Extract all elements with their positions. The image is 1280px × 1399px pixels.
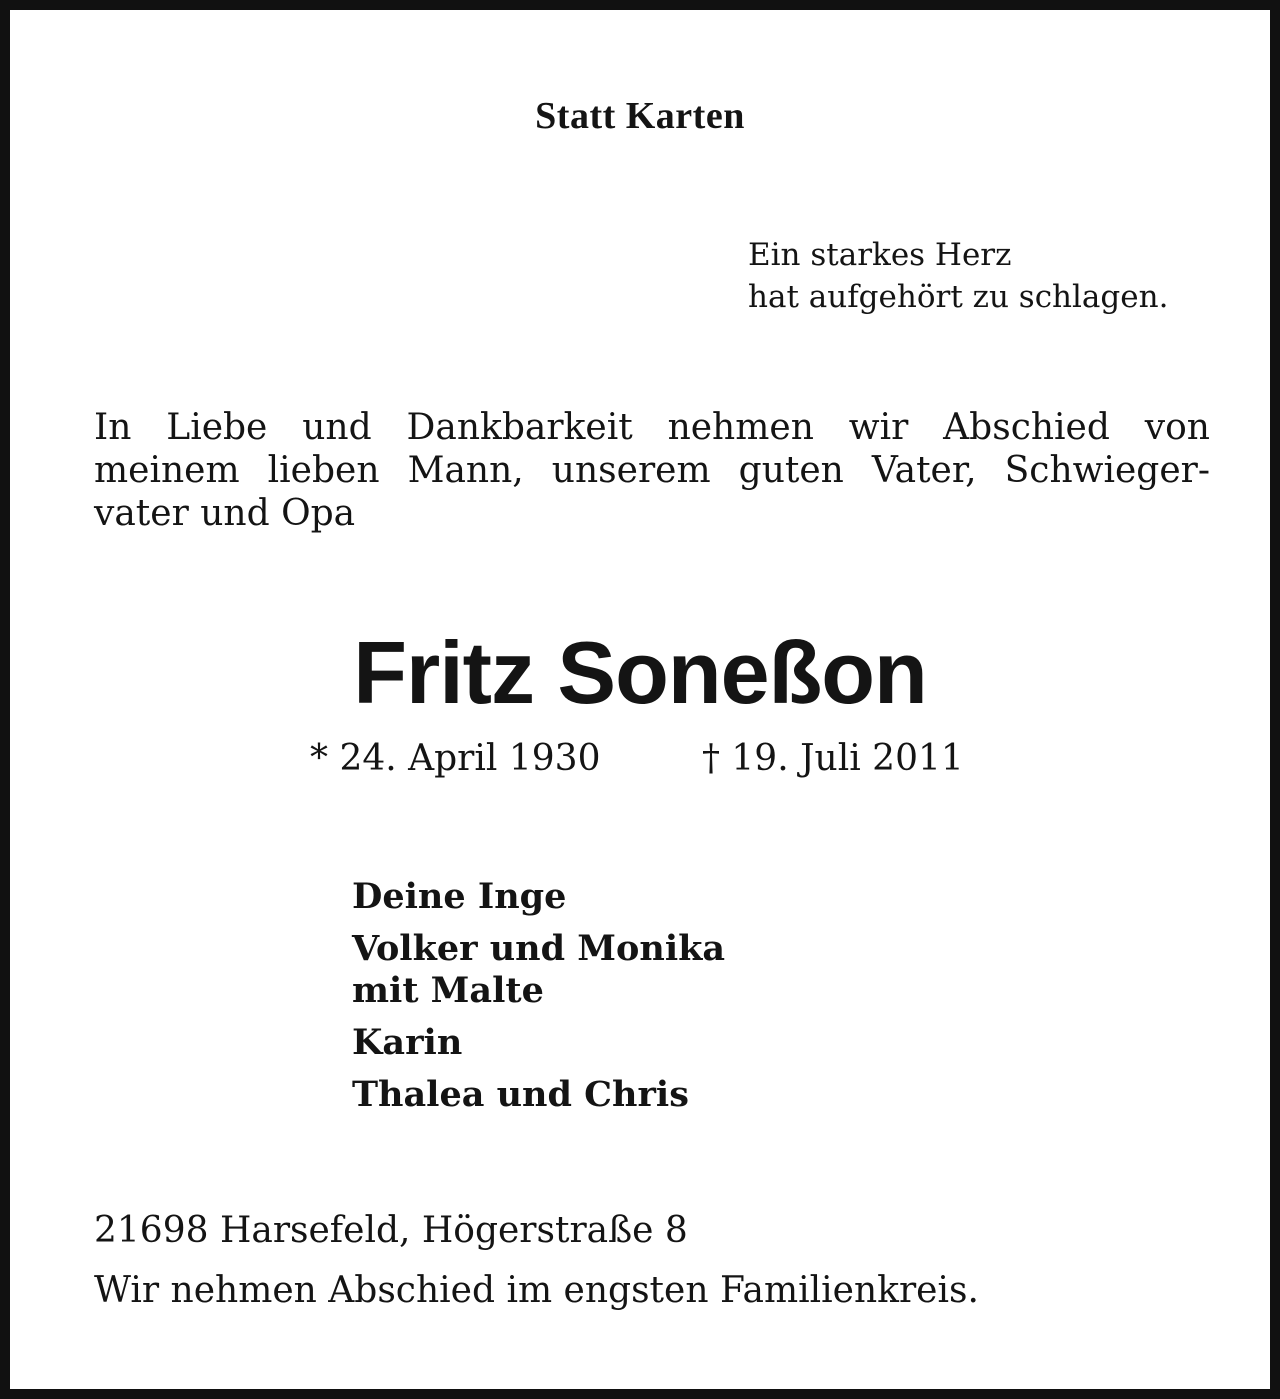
closing-note: Wir nehmen Abschied im engsten Familienkreis. bbox=[94, 1270, 979, 1311]
intro-line: meinem lieben Mann, unserem guten Vater, Schwieger- bbox=[94, 450, 1210, 491]
mourner-entry bbox=[352, 1074, 725, 1116]
life-dates bbox=[310, 738, 964, 779]
mourner-entry bbox=[352, 876, 725, 918]
motto bbox=[748, 234, 1168, 318]
mourner-name: Volker und Monika bbox=[352, 928, 726, 969]
mourners-list bbox=[352, 876, 725, 1126]
family-address: 21698 Harsefeld, Högerstraße 8 bbox=[94, 1210, 688, 1251]
deceased-name: Fritz Soneßon bbox=[353, 623, 927, 722]
birth-date: * 24. April 1930 bbox=[310, 738, 601, 779]
motto-line: hat aufgehört zu schlagen. bbox=[748, 279, 1169, 315]
intro-line: In Liebe und Dankbarkeit nehmen wir Abschied von bbox=[94, 407, 1210, 448]
mourner-entry bbox=[352, 1022, 725, 1064]
notice-heading: Statt Karten bbox=[535, 95, 745, 137]
intro-line: vater und Opa bbox=[94, 493, 356, 534]
intro-text bbox=[94, 406, 1210, 535]
death-date: † 19. Juli 2011 bbox=[701, 738, 964, 779]
mourner-subline: mit Malte bbox=[352, 970, 544, 1011]
mourner-name: Thalea und Chris bbox=[352, 1074, 689, 1115]
mourner-name: Karin bbox=[352, 1022, 463, 1063]
mourner-name: Deine Inge bbox=[352, 876, 567, 917]
mourner-entry bbox=[352, 928, 725, 1012]
motto-line: Ein starkes Herz bbox=[748, 237, 1012, 273]
